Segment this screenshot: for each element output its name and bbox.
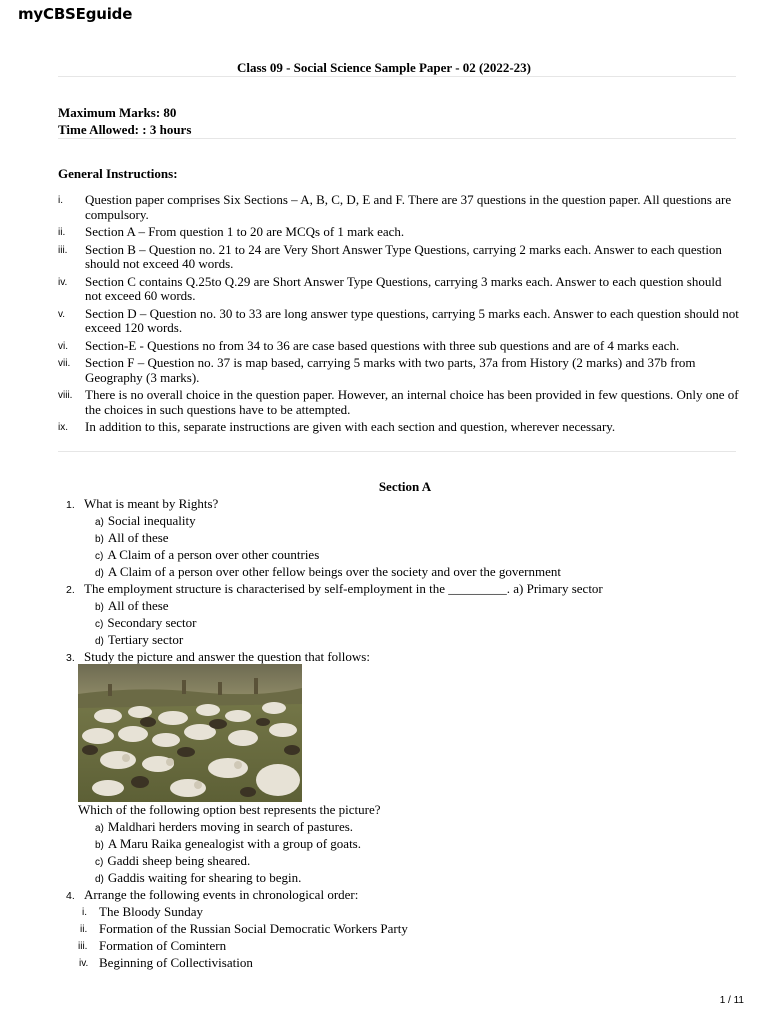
option-item: d) A Claim of a person over other fellow beings over the society and over the government (95, 564, 561, 579)
question-number: 4. (66, 890, 75, 902)
instruction-number: i. (58, 195, 63, 206)
option-item: a) Social inequality (95, 513, 196, 528)
instruction-number: iv. (58, 276, 68, 288)
option-item: b) All of these (95, 598, 169, 613)
instruction-text: Section C contains Q.25to Q.29 are Short Answer Type Questions, carrying 3 marks each. Answer to each question should not exceed 60 words. (85, 273, 722, 303)
herders-sheep-photo (78, 664, 302, 802)
event-number: iii. (78, 941, 88, 952)
instruction-item (58, 356, 740, 385)
question-3-subtext: Which of the following option best represents the picture? (78, 802, 381, 817)
option-item: a) Maldhari herders moving in search of pastures. (95, 819, 354, 834)
event-number: i. (82, 907, 87, 918)
event-item: Formation of Comintern (99, 938, 227, 953)
instruction-item (58, 225, 740, 240)
instruction-item (58, 420, 740, 435)
instructions-list (58, 193, 740, 438)
event-item: Formation of the Russian Social Democratic Workers Party (99, 921, 408, 936)
event-number: ii. (80, 924, 88, 935)
event-item: The Bloody Sunday (99, 904, 203, 919)
question-1-text: What is meant by Rights? (84, 496, 219, 511)
brand-logo-text: myCBSEguide (18, 5, 133, 23)
instruction-item (58, 275, 740, 304)
instruction-number: ix. (58, 422, 68, 433)
instruction-item (58, 339, 740, 354)
question-2-text: The employment structure is characterised by self-employment in the _________. a) Primary sector (84, 581, 603, 596)
instruction-text: Section A – From question 1 to 20 are MCQs of 1 mark each. (85, 224, 405, 239)
instruction-item (58, 193, 740, 222)
option-item: c) A Claim of a person over other countries (95, 547, 320, 562)
question-number: 3. (66, 652, 75, 664)
time-allowed: Time Allowed: : 3 hours (58, 122, 192, 137)
option-item: b) A Maru Raika genealogist with a group of goats. (95, 836, 361, 851)
page-indicator: 1 / 11 (719, 995, 744, 1006)
instruction-text: Section D – Question no. 30 to 33 are long answer type questions, carrying 5 marks each. Answer to each question should not exceed 120 words. (85, 305, 739, 335)
option-item: d) Tertiary sector (95, 632, 184, 647)
option-item: c) Secondary sector (95, 615, 197, 630)
paper-title: Class 09 - Social Science Sample Paper - 02 (2022-23) (236, 60, 532, 75)
instruction-number: vi. (58, 340, 68, 352)
instruction-number: v. (58, 308, 66, 320)
question-number: 2. (66, 584, 75, 596)
instruction-number: iii. (58, 244, 68, 256)
instruction-number: ii. (58, 227, 66, 238)
instruction-text: Section-E - Questions no from 34 to 36 are case based questions with three sub questions and are of 4 marks each. (85, 337, 680, 353)
question-4-text: Arrange the following events in chronological order: (84, 887, 359, 902)
instruction-text: Section F – Question no. 37 is map based, carrying 5 marks with two parts, 37a from History (2 marks) and 37b from Geography (3 marks). (85, 355, 696, 385)
event-item: Beginning of Collectivisation (99, 955, 253, 970)
instruction-text: There is no overall choice in the question paper. However, an internal choice has been provided in few questions. Only one of the choices in such questions have to be attempted. (85, 387, 739, 417)
instruction-number: viii. (58, 390, 73, 401)
option-item: c) Gaddi sheep being sheared. (95, 853, 251, 868)
divider (58, 451, 736, 452)
instruction-text: Question paper comprises Six Sections – A, B, C, D, E and F. There are 37 questions in the question paper. All questions are compulsory. (85, 192, 732, 222)
instruction-item (58, 388, 740, 417)
instructions-heading: General Instructions: (58, 166, 178, 181)
section-a-heading: Section A (378, 479, 432, 494)
max-marks: Maximum Marks: 80 (58, 105, 177, 120)
instruction-item (58, 243, 740, 272)
divider (58, 138, 736, 139)
option-item: b) All of these (95, 530, 169, 545)
question-3-text: Study the picture and answer the question that follows: (84, 649, 370, 664)
instruction-number: vii. (58, 358, 71, 369)
instruction-text: Section B – Question no. 21 to 24 are Very Short Answer Type Questions, carrying 2 marks each. Answer to each question should not exceed 40 words. (85, 241, 722, 271)
option-item: d) Gaddis waiting for shearing to begin. (95, 870, 302, 885)
question-number: 1. (66, 499, 75, 511)
instruction-item (58, 307, 740, 336)
divider (58, 76, 736, 77)
instruction-text: In addition to this, separate instructions are given with each section and question, wherever necessary. (85, 419, 616, 434)
event-number: iv. (79, 958, 89, 969)
